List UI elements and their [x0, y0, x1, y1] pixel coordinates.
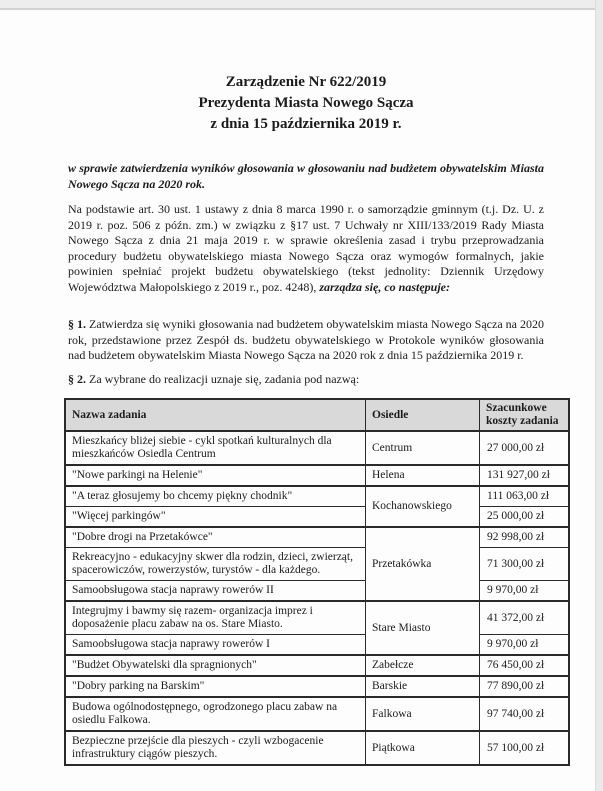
task-name-cell: Mieszkańcy bliżej siebie - cykl spotkań kulturalnych dla mieszkańców Osiedla Centrum — [65, 431, 366, 465]
subject-paragraph: w sprawie zatwierdzenia wyników głosowania w głosowaniu nad budżetem obywatelskim Miasta Nowego Sącza na 2020 rok. — [68, 161, 544, 191]
cost-cell: 9 970,00 zł — [480, 635, 570, 656]
task-name-cell: Integrujmy i bawmy się razem- organizacja imprez i doposażenie placu zabaw na os. Stare Miasto. — [65, 601, 366, 635]
task-name-cell: Rekreacyjno - edukacyjny skwer dla rodzin, dzieci, zwierząt, spacerowiczów, rowerzystów, turystów - dla każdego. — [65, 548, 366, 581]
task-row — [65, 431, 569, 465]
task-row — [65, 486, 569, 507]
task-row — [65, 697, 569, 731]
document-title — [68, 72, 544, 135]
district-cell: Zabełcze — [366, 655, 480, 676]
task-name-cell: Samoobsługowa stacja naprawy rowerów II — [65, 581, 366, 602]
cost-cell: 76 450,00 zł — [480, 655, 570, 676]
task-row — [65, 655, 569, 676]
task-row — [65, 465, 569, 486]
table-header-district: Osiedle — [366, 399, 480, 431]
cost-cell: 9 970,00 zł — [480, 581, 570, 602]
district-cell: Przetakówka — [366, 527, 480, 601]
district-cell: Barskie — [366, 676, 480, 697]
legal-basis-paragraph — [68, 202, 544, 295]
cost-cell: 131 927,00 zł — [480, 465, 570, 486]
task-row — [65, 601, 569, 635]
district-cell: Kochanowskiego — [366, 486, 480, 527]
cost-cell: 57 100,00 zł — [480, 731, 570, 765]
task-row — [65, 581, 569, 602]
section-2-paragraph — [68, 372, 544, 388]
district-cell: Centrum — [366, 431, 480, 465]
section-1-text: Zatwierdza się wyniki głosowania nad budżetem obywatelskim miasta Nowego Sącza na 2020 rok, przedstawione przez Zespół ds. budżetu obywatelskiego w Protokole wyników głosowania nad budżetem obywatelskim Miasta Nowego Sącza na 2020 rok z dnia 15 października 2019 r. — [68, 317, 545, 362]
section-2-text: Za wybrane do realizacji uznaje się, zadania pod nazwą: — [89, 371, 360, 386]
section-2-label: § 2. — [68, 371, 89, 386]
cost-cell: 97 740,00 zł — [480, 697, 570, 731]
task-name-cell: Bezpieczne przejście dla pieszych - czyli wzbogacenie infrastruktury ciągów pieszych. — [65, 731, 366, 765]
tasks-table-body — [65, 431, 569, 765]
cost-cell: 71 300,00 zł — [480, 548, 570, 581]
ordinance-number-line: Zarządzenie Nr 622/2019 — [225, 74, 387, 90]
date-line: z dnia 15 października 2019 r. — [210, 116, 402, 132]
section-1-label: § 1. — [68, 317, 90, 331]
cost-cell: 27 000,00 zł — [480, 431, 570, 465]
task-row — [65, 676, 569, 697]
task-row — [65, 635, 569, 656]
task-name-cell: "A teraz głosujemy bo chcemy piękny chodnik" — [65, 486, 366, 507]
district-cell: Helena — [366, 465, 480, 486]
district-cell: Piątkowa — [366, 731, 480, 765]
table-header-task-name: Nazwa zadania — [65, 399, 366, 431]
task-row — [65, 527, 569, 548]
task-row — [65, 548, 569, 581]
task-name-cell: "Nowe parkingi na Helenie" — [65, 465, 366, 486]
tasks-table — [64, 398, 570, 766]
legal-basis-text: Na podstawie art. 30 ust. 1 ustawy z dnia 8 marca 1990 r. o samorządzie gminnym (t.j. Dz. U. z 2019 r. poz. 506 z późn. zm.) w związku z §17 ust. 7 Uchwały nr XIII/133/2019 Rady Miasta Nowego Sącza z dnia 21 maja 2019 r. w sprawie określenia zasad i trybu przeprowadzania procedury budżetu obywatelskiego miasta Nowego Sącza oraz wymogów formalnych, jakie powinien spełniać projekt budżetu obywatelskiego (tekst jednolity: Dziennik Urzędowy Województwa Małopolskiego z 2019 r., poz. 4248), — [68, 202, 544, 294]
cost-cell: 111 063,00 zł — [480, 486, 570, 507]
task-name-cell: "Dobre drogi na Przetakówce" — [65, 527, 366, 548]
table-header-cost: Szacunkowe koszty zadania — [480, 399, 570, 431]
cost-cell: 77 890,00 zł — [480, 676, 570, 697]
task-name-cell: "Więcej parkingów" — [65, 507, 366, 528]
document-page — [0, 10, 603, 766]
task-row — [65, 731, 569, 765]
cost-cell: 25 000,00 zł — [480, 507, 570, 528]
legal-basis-closing: zarządza się, co następuje: — [319, 279, 450, 294]
district-cell: Stare Miasto — [366, 601, 480, 655]
task-name-cell: Budowa ogólnodostępnego, ogrodzonego placu zabaw na osiedlu Falkowa. — [65, 697, 366, 731]
cost-cell: 41 372,00 zł — [480, 601, 570, 635]
cost-cell: 92 998,00 zł — [480, 527, 570, 548]
issuer-line: Prezydenta Miasta Nowego Sącza — [198, 95, 414, 111]
tasks-table-header-row — [65, 399, 569, 431]
task-name-cell: Samoobsługowa stacja naprawy rowerów I — [65, 635, 366, 656]
task-row — [65, 507, 569, 528]
district-cell: Falkowa — [366, 697, 480, 731]
task-name-cell: "Dobry parking na Barskim" — [65, 676, 366, 697]
section-1-paragraph — [68, 317, 544, 364]
task-name-cell: "Budżet Obywatelski dla spragnionych" — [65, 655, 366, 676]
scan-edge-top — [0, 0, 603, 10]
